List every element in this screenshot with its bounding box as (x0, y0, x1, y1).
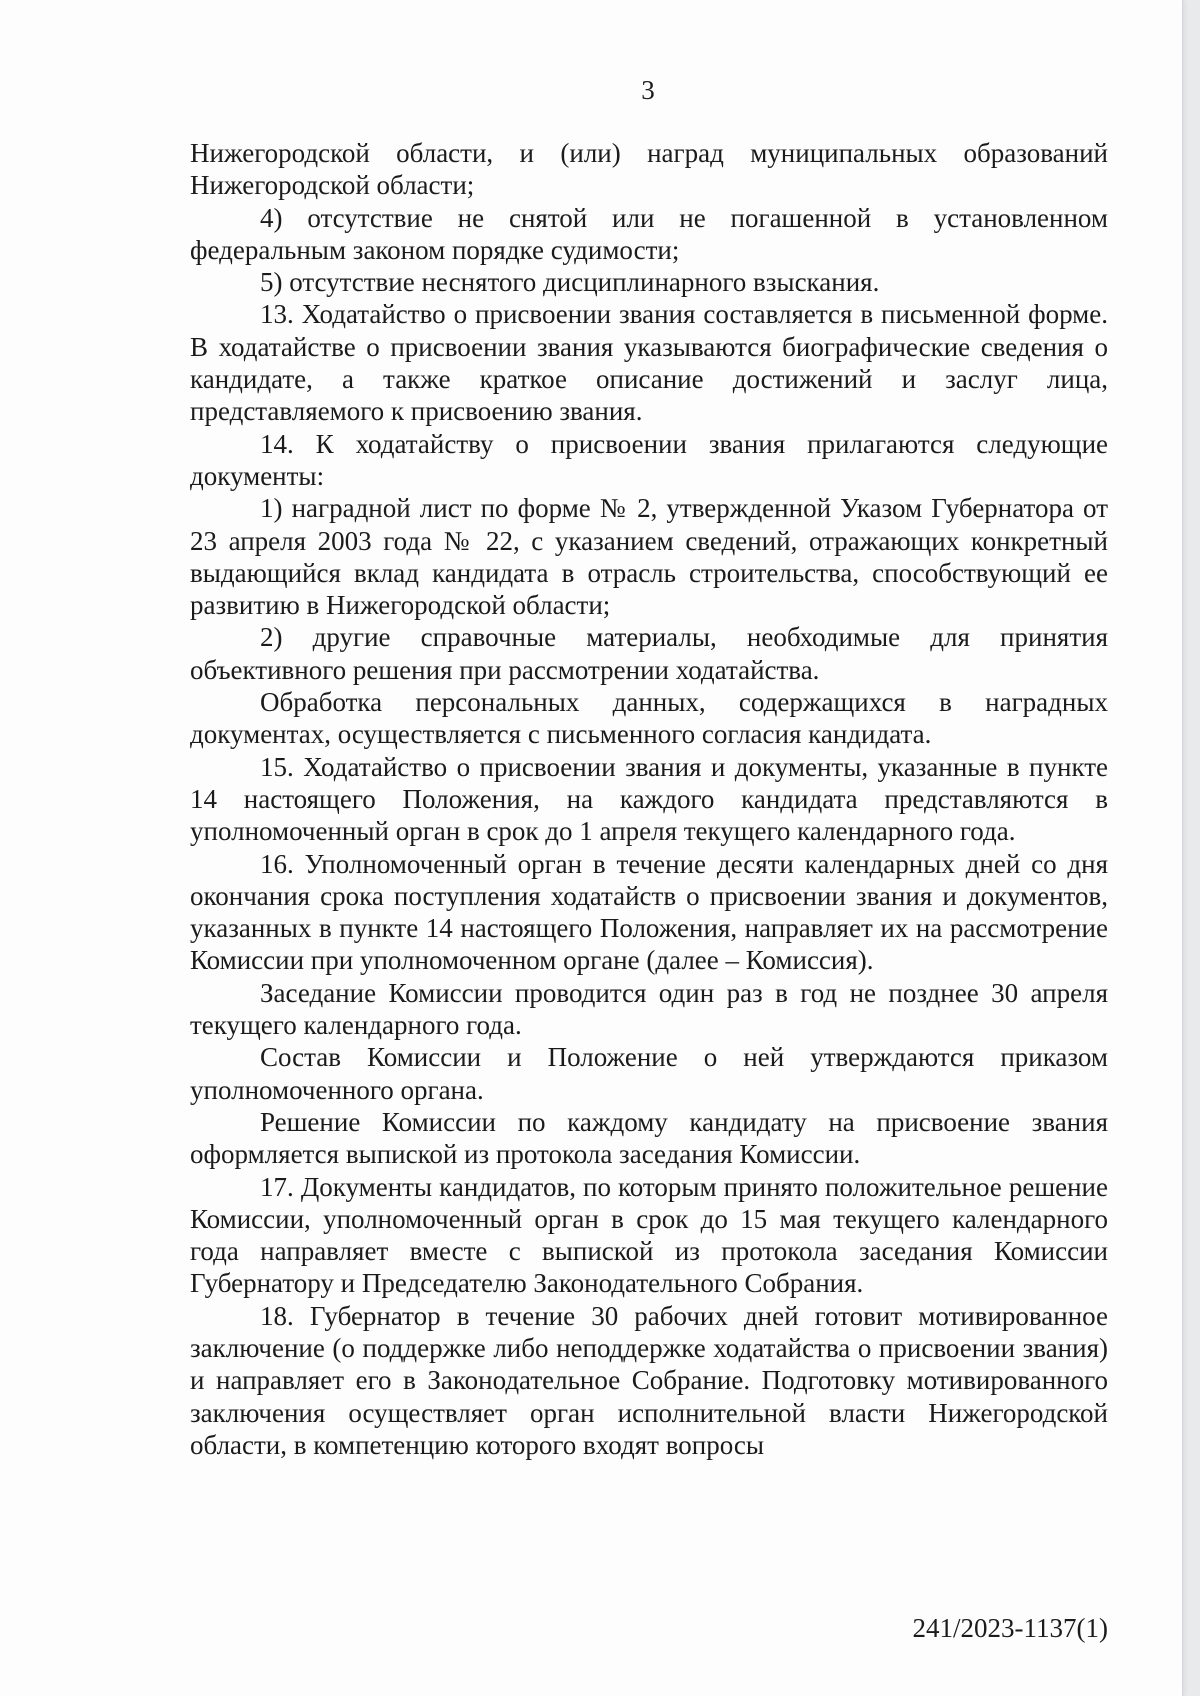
paragraph-continuation: Нижегородской области, и (или) наград муниципальных образований Нижегородской области; (190, 138, 1108, 201)
paragraph-subitem-1: 1) наградной лист по форме № 2, утвержденной Указом Губернатора от 23 апреля 2003 года № 22, с указанием сведений, отражающих конкретный выдающийся вклад кандидата в отрасль строительства, способствующий ее развитию в Нижегородской области; (190, 493, 1108, 621)
paragraph-clause-16: 16. Уполномоченный орган в течение десяти календарных дней со дня окончания срока поступления ходатайств о присвоении звания и документов, указанных в пункте 14 настоящего Положения, направляет их на рассмотрение Комиссии при уполномоченном органе (далее – Комиссия). (190, 848, 1108, 976)
paragraph-personal-data: Обработка персональных данных, содержащихся в наградных документах, осуществляется с письменного согласия кандидата. (190, 687, 1108, 750)
page-number: 3 (641, 75, 655, 105)
paragraph-commission-decision: Решение Комиссии по каждому кандидату на присвоение звания оформляется выпиской из протокола заседания Комиссии. (190, 1106, 1108, 1170)
paragraph-clause-13: 13. Ходатайство о присвоении звания составляется в письменной форме. В ходатайстве о присвоении звания указываются биографические сведения о кандидате, а также краткое описание достижений и заслуг лица, представляемого к присвоению звания. (190, 299, 1108, 427)
paragraph-item-4: 4) отсутствие не снятой или не погашенной в установленном федеральным законом порядке судимости; (190, 202, 1108, 265)
paragraph-clause-17: 17. Документы кандидатов, по которым принято положительное решение Комиссии, уполномоченный орган в срок до 15 мая текущего календарного года направляет вместе с выпиской из протокола заседания Комиссии Губернатору и Председателю Законодательного Собрания. (190, 1171, 1108, 1299)
document-body (190, 137, 1108, 1461)
paragraph-commission-composition: Состав Комиссии и Положение о ней утверждаются приказом уполномоченного органа. (190, 1042, 1108, 1105)
paragraph-item-5: 5) отсутствие неснятого дисциплинарного взыскания. (260, 267, 880, 298)
paragraph-subitem-2: 2) другие справочные материалы, необходимые для принятия объективного решения при рассмотрении ходатайства. (190, 622, 1108, 685)
paragraph-clause-18: 18. Губернатор в течение 30 рабочих дней готовит мотивированное заключение (о поддержке либо неподдержке ходатайства о присвоении звания) и направляет его в Законодательное Собрание. Подготовку мотивированного заключения осуществляет орган исполнительной власти Нижегородской области, в компетенцию которого входят вопросы (190, 1300, 1108, 1460)
paragraph-clause-15: 15. Ходатайство о присвоении звания и документы, указанные в пункте 14 настоящего Положения, на каждого кандидата представляются в уполномоченный орган в срок до 1 апреля текущего календарного года. (190, 751, 1108, 847)
paragraph-commission-meeting: Заседание Комиссии проводится один раз в год не позднее 30 апреля текущего календарного года. (190, 977, 1108, 1041)
document-registration-code: 241/2023-1137(1) (912, 1613, 1108, 1643)
paragraph-clause-14: 14. К ходатайству о присвоении звания прилагаются следующие документы: (190, 428, 1108, 491)
